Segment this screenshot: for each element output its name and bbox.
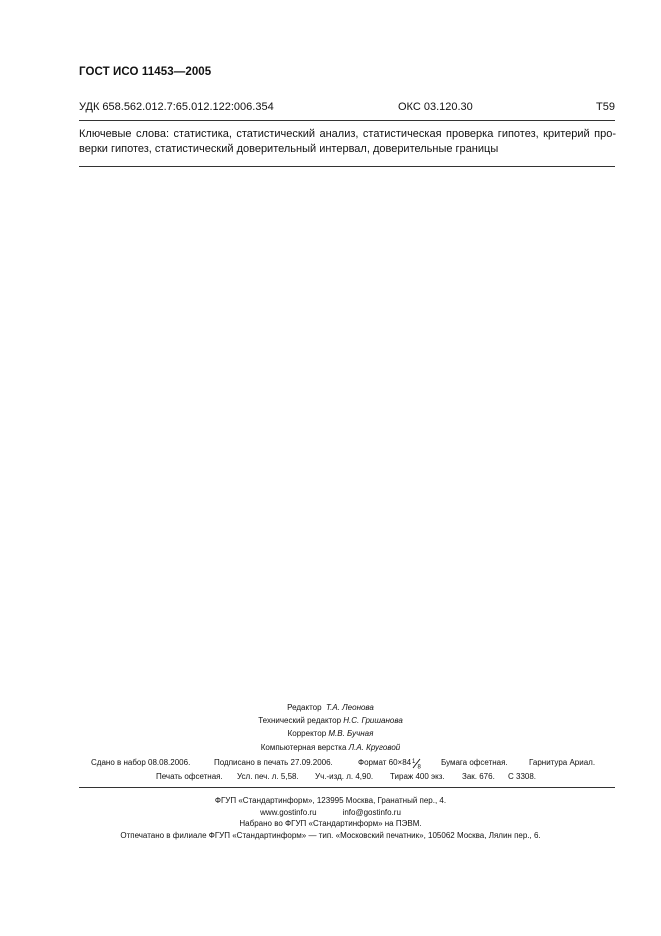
website-link[interactable]: www.gostinfo.ru <box>260 807 317 817</box>
credits-block <box>0 701 661 754</box>
publisher-footer <box>0 795 661 841</box>
format-fraction-den: 8 <box>417 764 421 769</box>
print-type: Печать офсетная. <box>156 772 223 781</box>
print-code: С 3308. <box>508 772 537 781</box>
corrector-label: Корректор <box>287 729 327 739</box>
layout-line <box>0 741 661 754</box>
contacts-line <box>0 807 661 819</box>
circulation: Тираж 400 экз. <box>390 772 445 781</box>
signed-to-print: Подписано в печать 27.09.2006. <box>214 758 333 767</box>
publication-line-1 <box>79 758 615 770</box>
editor-label: Редактор <box>287 703 322 712</box>
classification-row <box>79 101 615 115</box>
standard-designation: ГОСТ ИСО 11453—2005 <box>79 66 212 78</box>
email-link[interactable]: info@gostinfo.ru <box>342 807 401 817</box>
editor-name: Т.А. Леонова <box>326 703 374 712</box>
tech-editor-line <box>0 714 661 727</box>
publication-line-2 <box>79 772 615 784</box>
keywords-line-2: верки гипотез, статистический доверительный интервал, доверительные границы <box>79 143 499 155</box>
udc-code: УДК 658.562.012.7:65.012.122:006.354 <box>79 101 274 113</box>
typeface: Гарнитура Ариал. <box>529 758 596 767</box>
top-divider <box>79 120 615 121</box>
order-number: Зак. 676. <box>462 772 495 781</box>
publisher-address: ФГУП «Стандартинформ», 123995 Москва, Гранатный пер., 4. <box>214 796 447 805</box>
keywords-divider <box>79 166 615 167</box>
classifier-code: Т59 <box>596 101 615 113</box>
bottom-divider <box>79 787 615 788</box>
tech-editor-label: Технический редактор <box>258 716 342 726</box>
keywords-block <box>79 127 616 157</box>
format-label: Формат 60×84 <box>358 758 412 767</box>
tech-editor-name: Н.С. Гришанова <box>343 716 403 726</box>
paper-type: Бумага офсетная. <box>441 758 508 767</box>
printed-note: Отпечатано в филиале ФГУП «Стандартинформ» — тип. «Московский печатник», 105062 Москва, Лялин пер., 6. <box>120 830 541 840</box>
format-fraction-num: 1 <box>412 759 416 765</box>
layout-name: Л.А. Круговой <box>348 742 401 752</box>
keywords-line-1: Ключевые слова: статистика, статистический анализ, статистическая проверка гипотез, критерий про- <box>79 128 616 140</box>
sent-to-typesetting: Сдано в набор 08.08.2006. <box>91 758 191 767</box>
corrector-name: М.В. Бучная <box>328 729 374 739</box>
format <box>358 758 421 769</box>
typeset-note: Набрано во ФГУП «Стандартинформ» на ПЭВМ. <box>239 819 422 829</box>
oks-code: ОКС 03.120.30 <box>398 101 473 113</box>
corrector-line <box>0 727 661 740</box>
editor-line <box>0 701 661 714</box>
publisher-sheets: Уч.-изд. л. 4,90. <box>315 772 374 781</box>
conventional-sheets: Усл. печ. л. 5,58. <box>237 772 299 781</box>
layout-label: Компьютерная верстка <box>260 742 347 752</box>
format-fraction <box>411 758 423 768</box>
